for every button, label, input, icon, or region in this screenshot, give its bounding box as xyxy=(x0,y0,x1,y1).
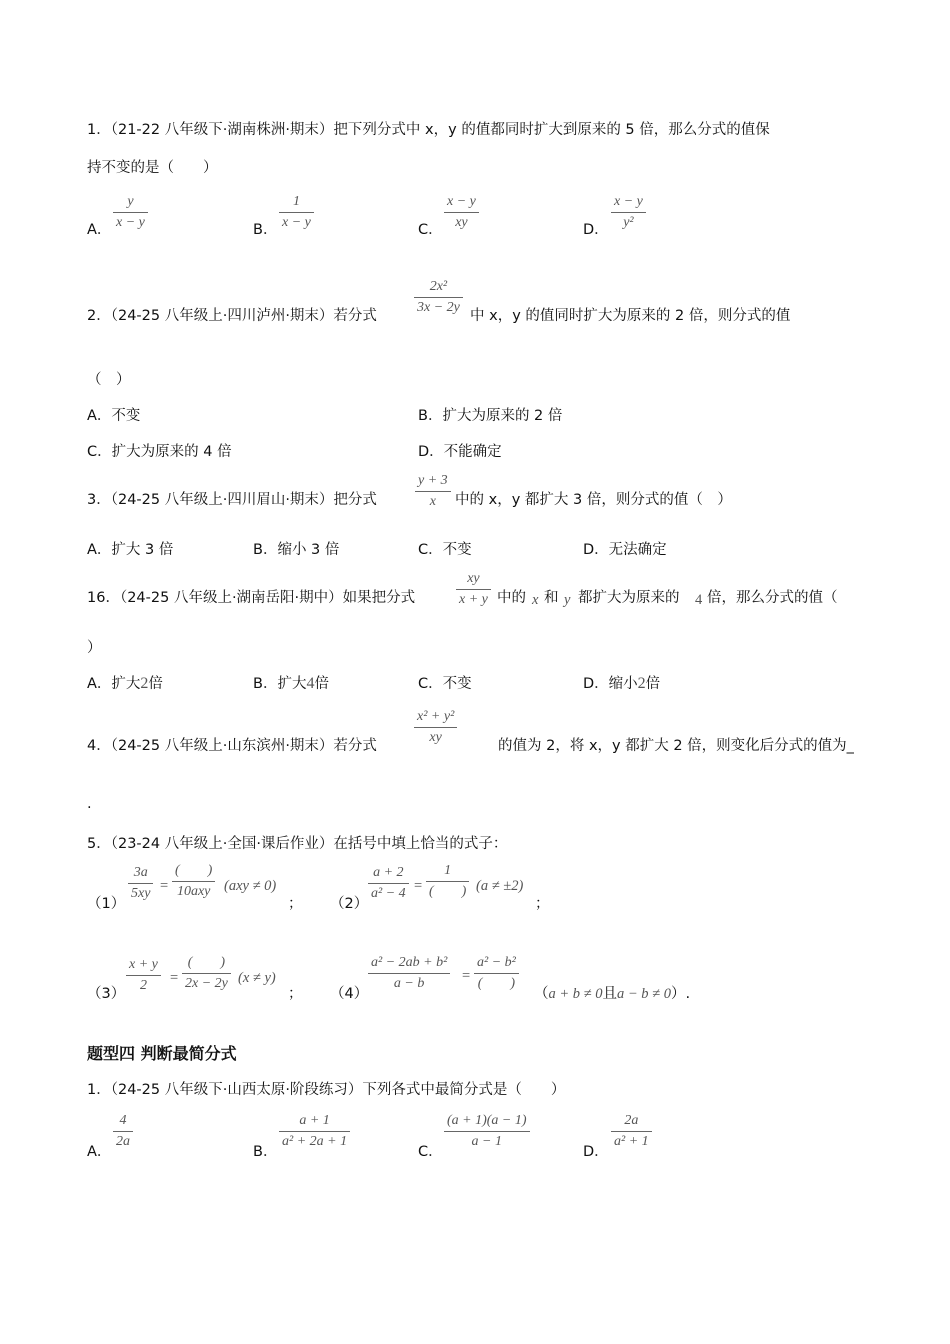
q5-part4-left-fraction xyxy=(368,956,450,991)
fraction-numerator: a + 1 xyxy=(299,1113,330,1128)
fraction-numerator: ( ) xyxy=(175,863,213,878)
q5-part4-condition xyxy=(534,982,690,1003)
fraction-numerator: x − y xyxy=(447,194,476,209)
q4-fraction xyxy=(414,710,457,745)
q5-part2-left-fraction xyxy=(368,866,409,901)
q1-option-b-label: B． xyxy=(253,222,278,238)
q5-part2-right-fraction xyxy=(426,864,469,899)
q3-stem-a: 3．（24-25 八年级上·四川眉山·期末）把分式 xyxy=(87,492,377,508)
fraction-numerator: a² − 2ab + b² xyxy=(371,955,448,970)
q16-stem-c: 和 xyxy=(544,590,559,606)
fraction-denominator: x xyxy=(429,494,436,509)
s4-option-a-fraction xyxy=(113,1114,133,1149)
q16-option-c xyxy=(418,672,472,693)
q5-stem: 5．（23-24 八年级上·全国·课后作业）在括号中填上恰当的式子： xyxy=(87,836,508,852)
fraction-numerator: y xyxy=(127,194,134,209)
fraction-denominator: 10axy xyxy=(176,884,211,899)
q5-part3-end: ； xyxy=(288,986,303,1002)
fraction-numerator: x² + y² xyxy=(417,709,455,724)
option-text: A．扩大 xyxy=(87,676,141,692)
s4-option-b-fraction xyxy=(279,1114,350,1149)
fraction-denominator: a² − 4 xyxy=(371,886,406,901)
q16-stem-b: 中的 xyxy=(497,590,526,606)
q2-option-b: B．扩大为原来的 2 倍 xyxy=(418,408,563,424)
q2-option-a: A．不变 xyxy=(87,408,141,424)
fraction-numerator: ( ) xyxy=(187,955,226,970)
q1-option-b-fraction xyxy=(279,195,314,230)
option-number: 4 xyxy=(306,675,315,692)
q2-fraction xyxy=(414,280,463,315)
q2-option-d: D．不能确定 xyxy=(418,444,502,460)
option-text-end: 倍 xyxy=(645,676,661,692)
fraction-denominator: 3x − 2y xyxy=(417,300,460,315)
s4-option-c-label: C． xyxy=(418,1144,443,1160)
q5-part4-right-fraction xyxy=(474,956,519,991)
q4-stem-c: . xyxy=(87,796,92,812)
q5-part2-condition: (a ≠ ±2) xyxy=(476,878,524,894)
q5-part2-equals: = xyxy=(414,878,423,894)
q16-var-x: x xyxy=(532,592,539,608)
q1-option-c-label: C． xyxy=(418,222,443,238)
fraction-denominator: x + y xyxy=(459,592,488,607)
q16-stem-e: 倍，那么分式的值（ xyxy=(707,590,838,606)
q5-part3-left-fraction xyxy=(126,958,161,993)
q1-option-a-fraction xyxy=(113,195,148,230)
fraction-denominator: 5xy xyxy=(131,886,151,901)
fraction-numerator: a² − b² xyxy=(477,955,516,970)
q5-part1-right-fraction xyxy=(172,864,215,899)
fraction-numerator: 4 xyxy=(119,1113,127,1128)
q3-option-b: B．缩小 3 倍 xyxy=(253,542,340,558)
q5-part3-right-fraction xyxy=(182,956,231,991)
q2-option-c: C．扩大为原来的 4 倍 xyxy=(87,444,232,460)
q16-fraction xyxy=(456,572,491,607)
fraction-numerator: 3a xyxy=(133,865,148,880)
fraction-denominator: 2x − 2y xyxy=(185,976,228,991)
q5-part3-equals: = xyxy=(170,970,179,986)
q3-option-d: D．无法确定 xyxy=(583,542,667,558)
q4-stem-a: 4．（24-25 八年级上·山东滨州·期末）若分式 xyxy=(87,738,377,754)
q5-part1-label: （1） xyxy=(87,896,126,912)
q16-stem-f: ） xyxy=(87,640,102,656)
condition-expr-1: a + b ≠ 0 xyxy=(548,986,603,1002)
q2-stem-b: 中 x，y 的值同时扩大为原来的 2 倍，则分式的值 xyxy=(470,308,791,324)
fraction-numerator: y + 3 xyxy=(418,473,448,488)
q16-stem-a: 16．（24-25 八年级上·湖南岳阳·期中）如果把分式 xyxy=(87,590,416,606)
condition-expr-2: a − b ≠ 0 xyxy=(617,986,671,1002)
fraction-denominator: xy xyxy=(455,215,468,230)
fraction-denominator: 2 xyxy=(139,978,147,993)
fraction-denominator: a − b xyxy=(393,976,425,991)
s4-option-c-fraction xyxy=(444,1114,530,1149)
q3-fraction xyxy=(415,474,451,509)
q16-option-d xyxy=(583,672,660,693)
fraction-denominator: x − y xyxy=(282,215,311,230)
fraction-numerator: 1 xyxy=(444,863,452,878)
s4-option-a-label: A． xyxy=(87,1144,112,1160)
option-text: C．不变 xyxy=(418,676,472,692)
q16-option-a xyxy=(87,672,163,693)
q5-part3-label: （3） xyxy=(87,986,126,1002)
section-heading: 题型四 判断最简分式 xyxy=(87,1044,237,1063)
fraction-denominator: a² + 2a + 1 xyxy=(282,1134,348,1149)
q2-stem-a: 2．（24-25 八年级上·四川泸州·期末）若分式 xyxy=(87,308,377,324)
fraction-denominator: xy xyxy=(429,730,442,745)
q5-part1-condition: (axy ≠ 0) xyxy=(224,878,277,894)
fraction-numerator: xy xyxy=(467,571,480,586)
fraction-denominator: a² + 1 xyxy=(614,1134,649,1149)
q5-part2-label: （2） xyxy=(330,896,369,912)
q5-part3-condition: (x ≠ y) xyxy=(238,970,276,986)
fraction-denominator: ( ) xyxy=(429,884,467,899)
q16-stem-d: 都扩大为原来的 xyxy=(578,590,680,606)
q1-option-a-label: A． xyxy=(87,222,112,238)
fraction-numerator: (a + 1)(a − 1) xyxy=(447,1113,527,1128)
option-text-end: 倍 xyxy=(148,676,163,692)
q5-part4-label: （4） xyxy=(330,986,369,1002)
fraction-denominator: y² xyxy=(623,215,634,230)
q1-stem-line1: 1．（21-22 八年级下·湖南株洲·期末）把下列分式中 x，y 的值都同时扩大到原来的 5 倍，那么分式的值保 xyxy=(87,122,770,138)
q1-stem-line2: 持不变的是（ ） xyxy=(87,160,218,176)
q5-part1-end: ； xyxy=(288,896,303,912)
option-text-end: 倍 xyxy=(314,676,329,692)
fraction-numerator: 2x² xyxy=(429,279,448,294)
q4-stem-b: 的值为 2，将 x，y 都扩大 2 倍，则变化后分式的值为_ xyxy=(498,738,854,754)
q5-part2-end: ； xyxy=(535,896,550,912)
fraction-denominator: 2a xyxy=(116,1134,130,1149)
q5-part4-equals: = xyxy=(462,968,471,984)
fraction-numerator: 1 xyxy=(292,194,300,209)
q1-option-d-label: D． xyxy=(583,222,609,238)
fraction-numerator: 2a xyxy=(624,1113,639,1128)
fraction-denominator: x − y xyxy=(116,215,145,230)
q1-option-d-fraction xyxy=(611,195,646,230)
fraction-denominator: a − 1 xyxy=(471,1134,502,1149)
q16-option-b xyxy=(253,672,329,693)
q5-part1-equals: = xyxy=(160,878,169,894)
option-text: B．扩大 xyxy=(253,676,307,692)
q2-stem-c: （ ） xyxy=(87,372,131,388)
s4-option-b-label: B． xyxy=(253,1144,278,1160)
q5-part1-left-fraction xyxy=(128,866,153,901)
fraction-denominator: ( ) xyxy=(477,976,516,991)
q16-var-y: y xyxy=(564,592,571,608)
s4-option-d-label: D． xyxy=(583,1144,609,1160)
q16-number-4: 4 xyxy=(695,592,703,608)
condition-close: ）. xyxy=(671,986,691,1002)
s4-option-d-fraction xyxy=(611,1114,652,1149)
q3-option-a: A．扩大 3 倍 xyxy=(87,542,174,558)
s4-q1-stem: 1．（24-25 八年级下·山西太原·阶段练习）下列各式中最简分式是（ ） xyxy=(87,1082,566,1098)
condition-open: （ xyxy=(534,986,549,1002)
q3-stem-b: 中的 x，y 都扩大 3 倍，则分式的值（ ） xyxy=(455,492,732,508)
option-number: 2 xyxy=(140,675,149,692)
option-number: 2 xyxy=(637,675,646,692)
fraction-numerator: x − y xyxy=(614,194,643,209)
condition-and: 且 xyxy=(602,986,617,1002)
option-text: D．缩小 xyxy=(583,676,638,692)
q1-option-c-fraction xyxy=(444,195,479,230)
fraction-numerator: x + y xyxy=(129,957,158,972)
fraction-numerator: a + 2 xyxy=(373,865,404,880)
q3-option-c: C．不变 xyxy=(418,542,472,558)
